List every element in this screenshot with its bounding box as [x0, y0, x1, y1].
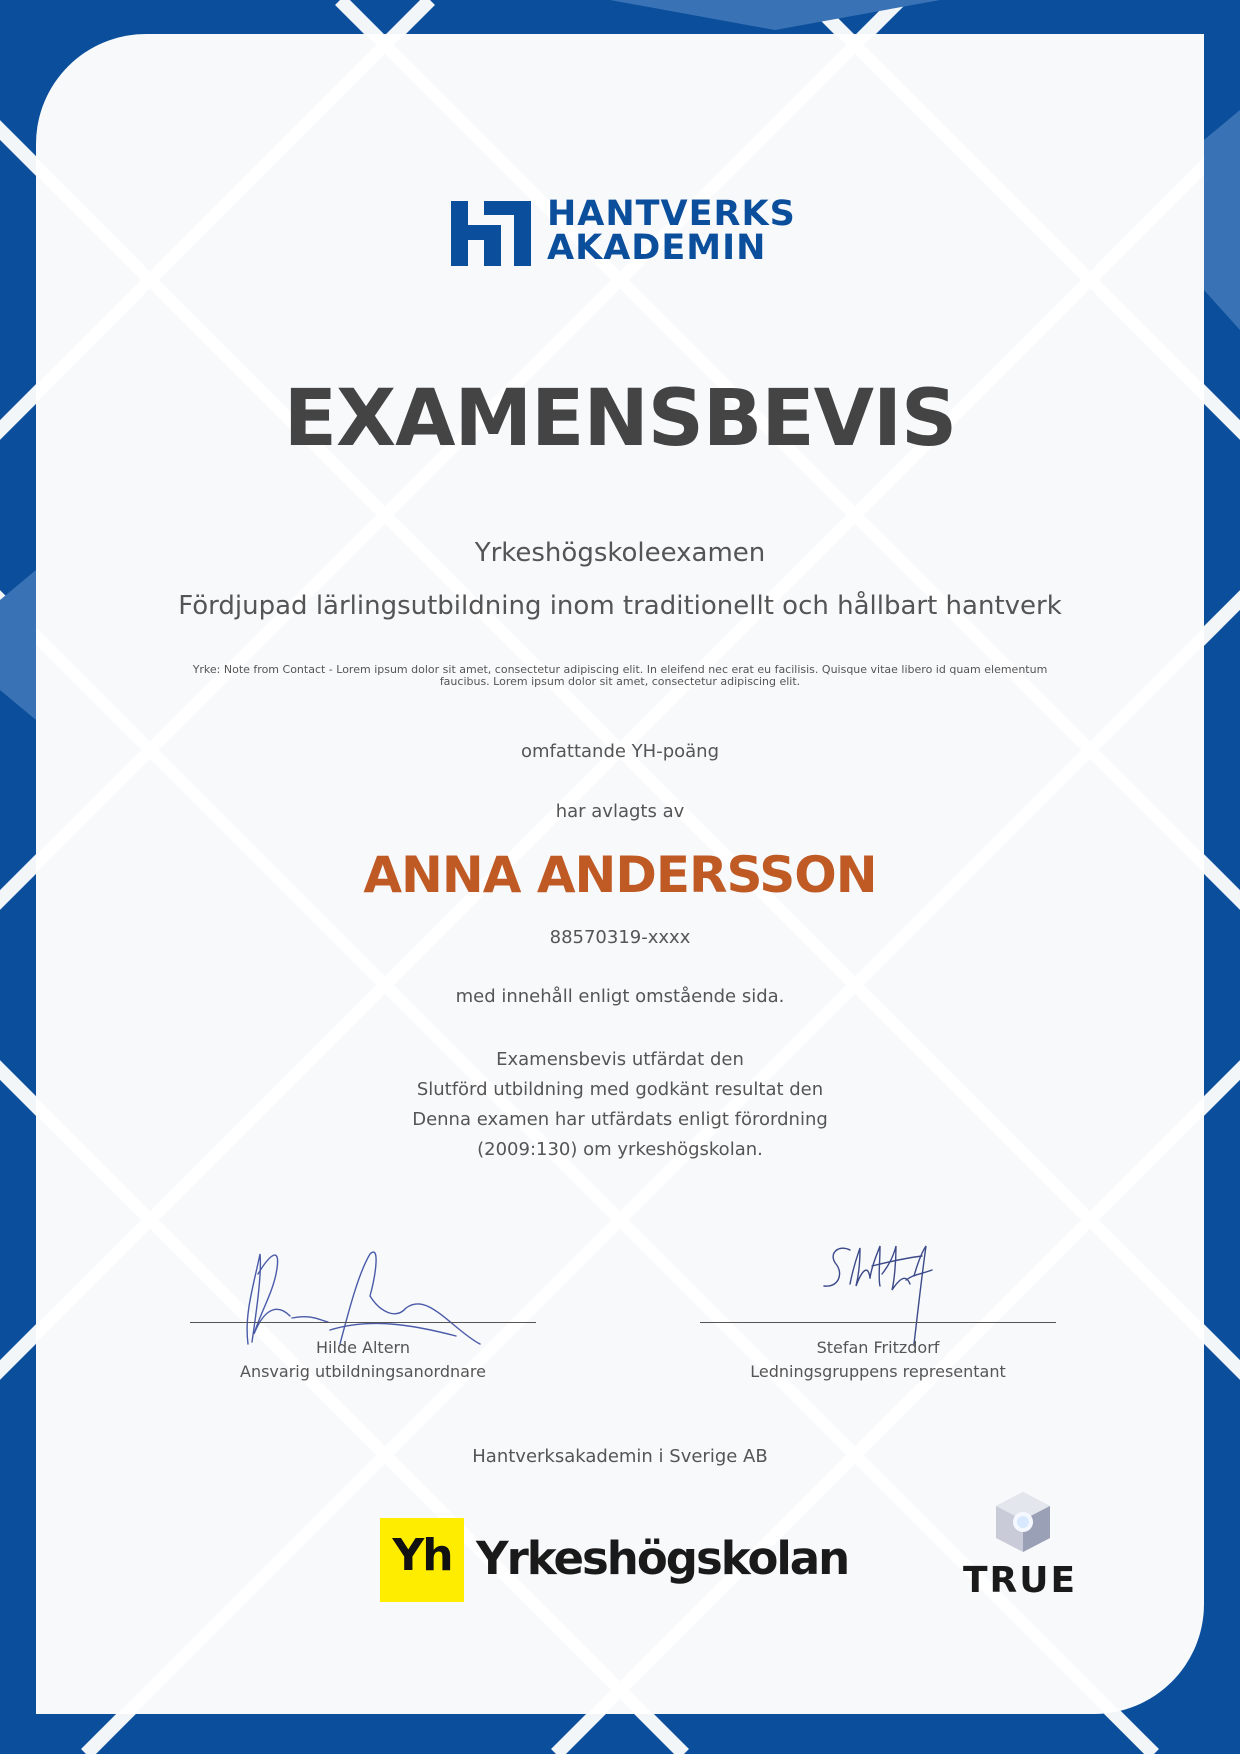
certificate-title: EXAMENSBEVIS	[283, 374, 957, 464]
issued-line: (2009:130) om yrkeshögskolan.	[477, 1139, 763, 1160]
logo-line1: HANTVERKS	[547, 194, 796, 234]
personal-number: 88570319-xxxx	[549, 927, 691, 948]
handwritten-signature-right	[810, 1234, 960, 1350]
signatory-name-left: Hilde Altern	[316, 1338, 410, 1357]
logo-line2: AKADEMIN	[547, 228, 767, 268]
signature-line-left	[190, 1322, 536, 1323]
yrkeshogskolan-logo	[380, 1518, 860, 1604]
handwritten-signature-left	[230, 1234, 490, 1350]
program-name: Fördjupad lärlingsutbildning inom traditionellt och hållbart hantverk	[178, 591, 1062, 621]
issued-details	[36, 1045, 1204, 1165]
yh-box-text: Yh	[392, 1530, 452, 1581]
certificate-card	[36, 34, 1204, 1714]
program-note: Yrke: Note from Contact - Lorem ipsum dolor sit amet, consectetur adipiscing elit. In eleifend nec erat eu facilisis. Quisque vitae libero id quam elementum faucibus. Lorem ipsum dolor sit amet, consectetur adipiscing elit.	[192, 663, 1048, 688]
hantverksakademin-logo-mark-icon	[451, 201, 531, 266]
signatory-name-right: Stefan Fritzdorf	[816, 1338, 940, 1357]
certificate-content	[36, 34, 1204, 1714]
issued-line: Slutförd utbildning med godkänt resultat den	[416, 1079, 824, 1100]
signatory-role-left: Ansvarig utbildningsanordnare	[240, 1362, 486, 1381]
true-cube-icon	[992, 1490, 1054, 1554]
content-line: med innehåll enligt omstående sida.	[455, 986, 785, 1007]
yh-logo-box	[380, 1518, 464, 1602]
true-logo	[958, 1490, 1082, 1614]
credits-line: omfattande YH-poäng	[520, 741, 720, 762]
awarded-line: har avlagts av	[555, 801, 685, 822]
true-wordmark: TRUE	[962, 1560, 1078, 1601]
issued-line: Examensbevis utfärdat den	[496, 1049, 744, 1070]
issued-line: Denna examen har utfärdats enligt förordning	[412, 1109, 828, 1130]
recipient-name: ANNA ANDERSSON	[363, 846, 877, 904]
yh-wordmark: Yrkeshögskolan	[476, 1532, 849, 1585]
hantverksakademin-logo	[451, 194, 796, 269]
company-name: Hantverksakademin i Sverige AB	[472, 1446, 768, 1467]
degree-name: Yrkeshögskoleexamen	[474, 538, 766, 568]
signature-line-right	[700, 1322, 1056, 1323]
signatory-role-right: Ledningsgruppens representant	[750, 1362, 1006, 1381]
